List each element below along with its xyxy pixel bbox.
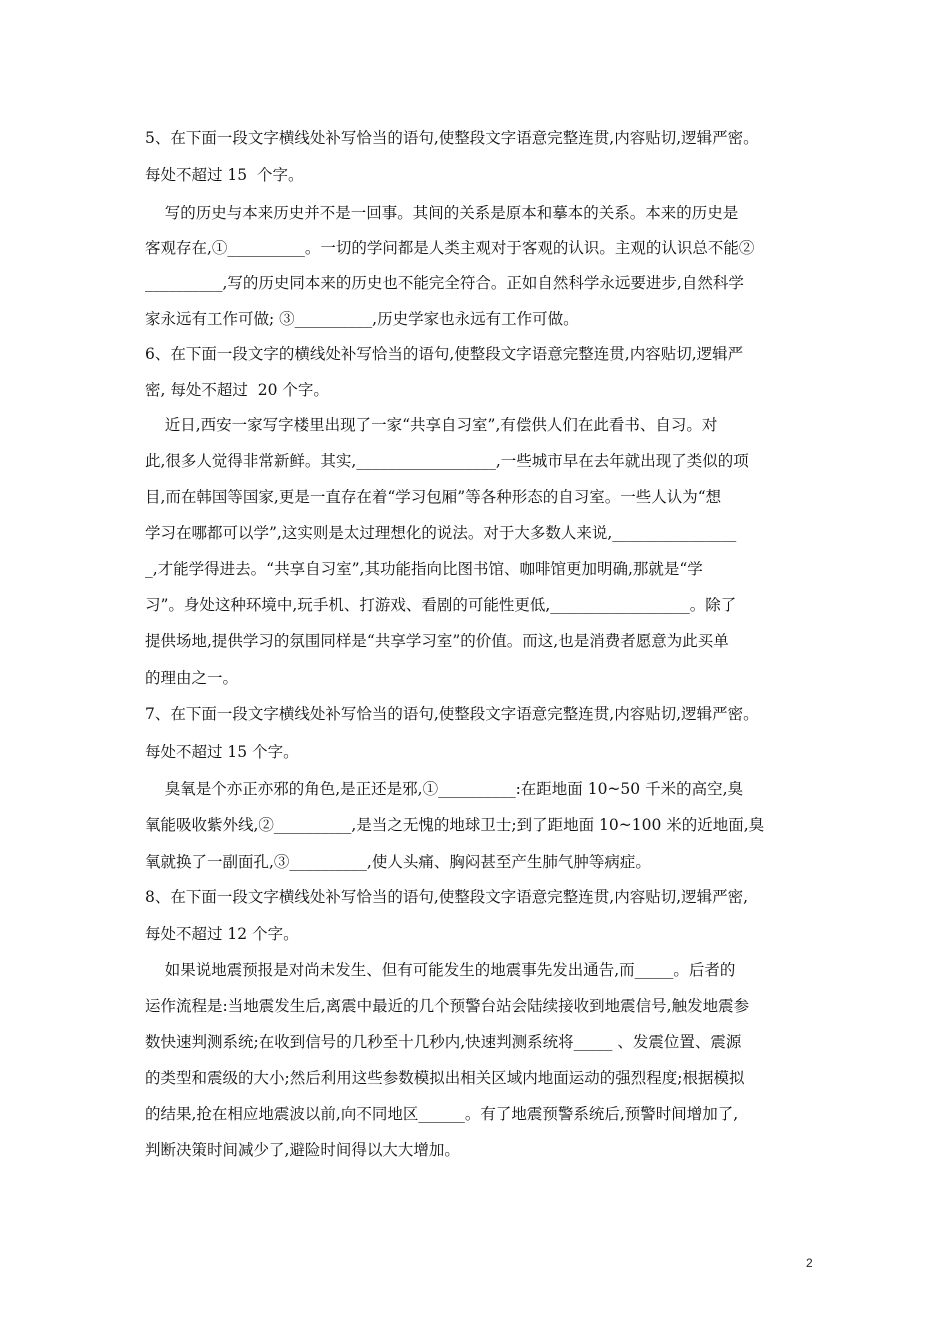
q8-instruction-line-2: 每处不超过 12 个字。 xyxy=(145,925,299,943)
q7-passage-line: 氧能吸收紫外线,②__________,是当之无愧的地球卫士;到了距地面 10~100 米的近地面,臭 xyxy=(145,816,765,834)
q6-passage-line: 目,而在韩国等国家,更是一直存在着“学习包厢”等各种形态的自习室。一些人认为“想 xyxy=(145,488,722,506)
q8-passage-line: 数快速判测系统;在收到信号的几秒至十几秒内,快速判测系统将_____ 、发震位置、震源 xyxy=(145,1033,742,1051)
q6-passage-line: 学习在哪都可以学”,这实则是太过理想化的说法。对于大多数人来说,________________ xyxy=(145,524,737,542)
q5-passage-line: 写的历史与本来历史并不是一回事。其间的关系是原本和摹本的关系。本来的历史是 xyxy=(145,204,739,222)
q6-instruction-line-1: 6、在下面一段文字的横线处补写恰当的语句,使整段文字语意完整连贯,内容贴切,逻辑严 xyxy=(145,345,744,363)
q5-instruction-line-1: 5、在下面一段文字横线处补写恰当的语句,使整段文字语意完整连贯,内容贴切,逻辑严密。 xyxy=(145,129,759,147)
q5-instruction-line-2: 每处不超过 15 个字。 xyxy=(145,166,304,184)
q6-passage-line: 的理由之一。 xyxy=(145,669,239,687)
q7-instruction-line-1: 7、在下面一段文字横线处补写恰当的语句,使整段文字语意完整连贯,内容贴切,逻辑严密。 xyxy=(145,705,759,723)
q8-passage-line: 如果说地震预报是对尚未发生、但有可能发生的地震事先发出通告,而_____。后者的 xyxy=(145,961,736,979)
q7-passage-line: 臭氧是个亦正亦邪的角色,是正还是邪,①__________:在距地面 10~50 千米的高空,臭 xyxy=(145,780,744,798)
q6-passage-line: 此,很多人觉得非常新鲜。其实,__________________,一些城市早在去年就出现了类似的项 xyxy=(145,452,749,470)
q7-passage-line: 氧就换了一副面孔,③__________,使人头痛、胸闷甚至产生肺气肿等病症。 xyxy=(145,853,651,871)
page-number: 2 xyxy=(806,1256,813,1270)
q6-passage-line: 近日,西安一家写字楼里出现了一家“共享自习室”,有偿供人们在此看书、自习。对 xyxy=(145,416,718,434)
q8-instruction-line-1: 8、在下面一段文字横线处补写恰当的语句,使整段文字语意完整连贯,内容贴切,逻辑严密, xyxy=(145,888,749,906)
q8-passage-line: 的结果,抢在相应地震波以前,向不同地区______。有了地震预警系统后,预警时间增加了, xyxy=(145,1105,739,1123)
q6-instruction-line-2: 密, 每处不超过 20 个字。 xyxy=(145,381,329,399)
q8-passage-line: 的类型和震级的大小;然后利用这些参数模拟出相关区域内地面运动的强烈程度;根据模拟 xyxy=(145,1069,745,1087)
q6-passage-line: 提供场地,提供学习的氛围同样是“共享学习室”的价值。而这,也是消费者愿意为此买单 xyxy=(145,632,729,650)
q5-passage-line: __________,写的历史同本来的历史也不能完全符合。正如自然科学永远要进步,自然科学 xyxy=(145,274,744,292)
q5-passage-line: 家永远有工作可做; ③__________,历史学家也永远有工作可做。 xyxy=(145,310,579,328)
q5-passage-line: 客观存在,①__________。一切的学问都是人类主观对于客观的认识。主观的认识总不能② xyxy=(145,239,755,257)
q8-passage-line: 判断决策时间减少了,避险时间得以大大增加。 xyxy=(145,1141,460,1159)
q6-passage-line: _,才能学得进去。“共享自习室”,其功能指向比图书馆、咖啡馆更加明确,那就是“学 xyxy=(145,560,703,578)
q8-passage-line: 运作流程是:当地震发生后,离震中最近的几个预警台站会陆续接收到地震信号,触发地震参 xyxy=(145,997,750,1015)
q7-instruction-line-2: 每处不超过 15 个字。 xyxy=(145,743,299,761)
q6-passage-line: 习”。身处这种环境中,玩手机、打游戏、看剧的可能性更低,__________________。除了 xyxy=(145,596,737,614)
